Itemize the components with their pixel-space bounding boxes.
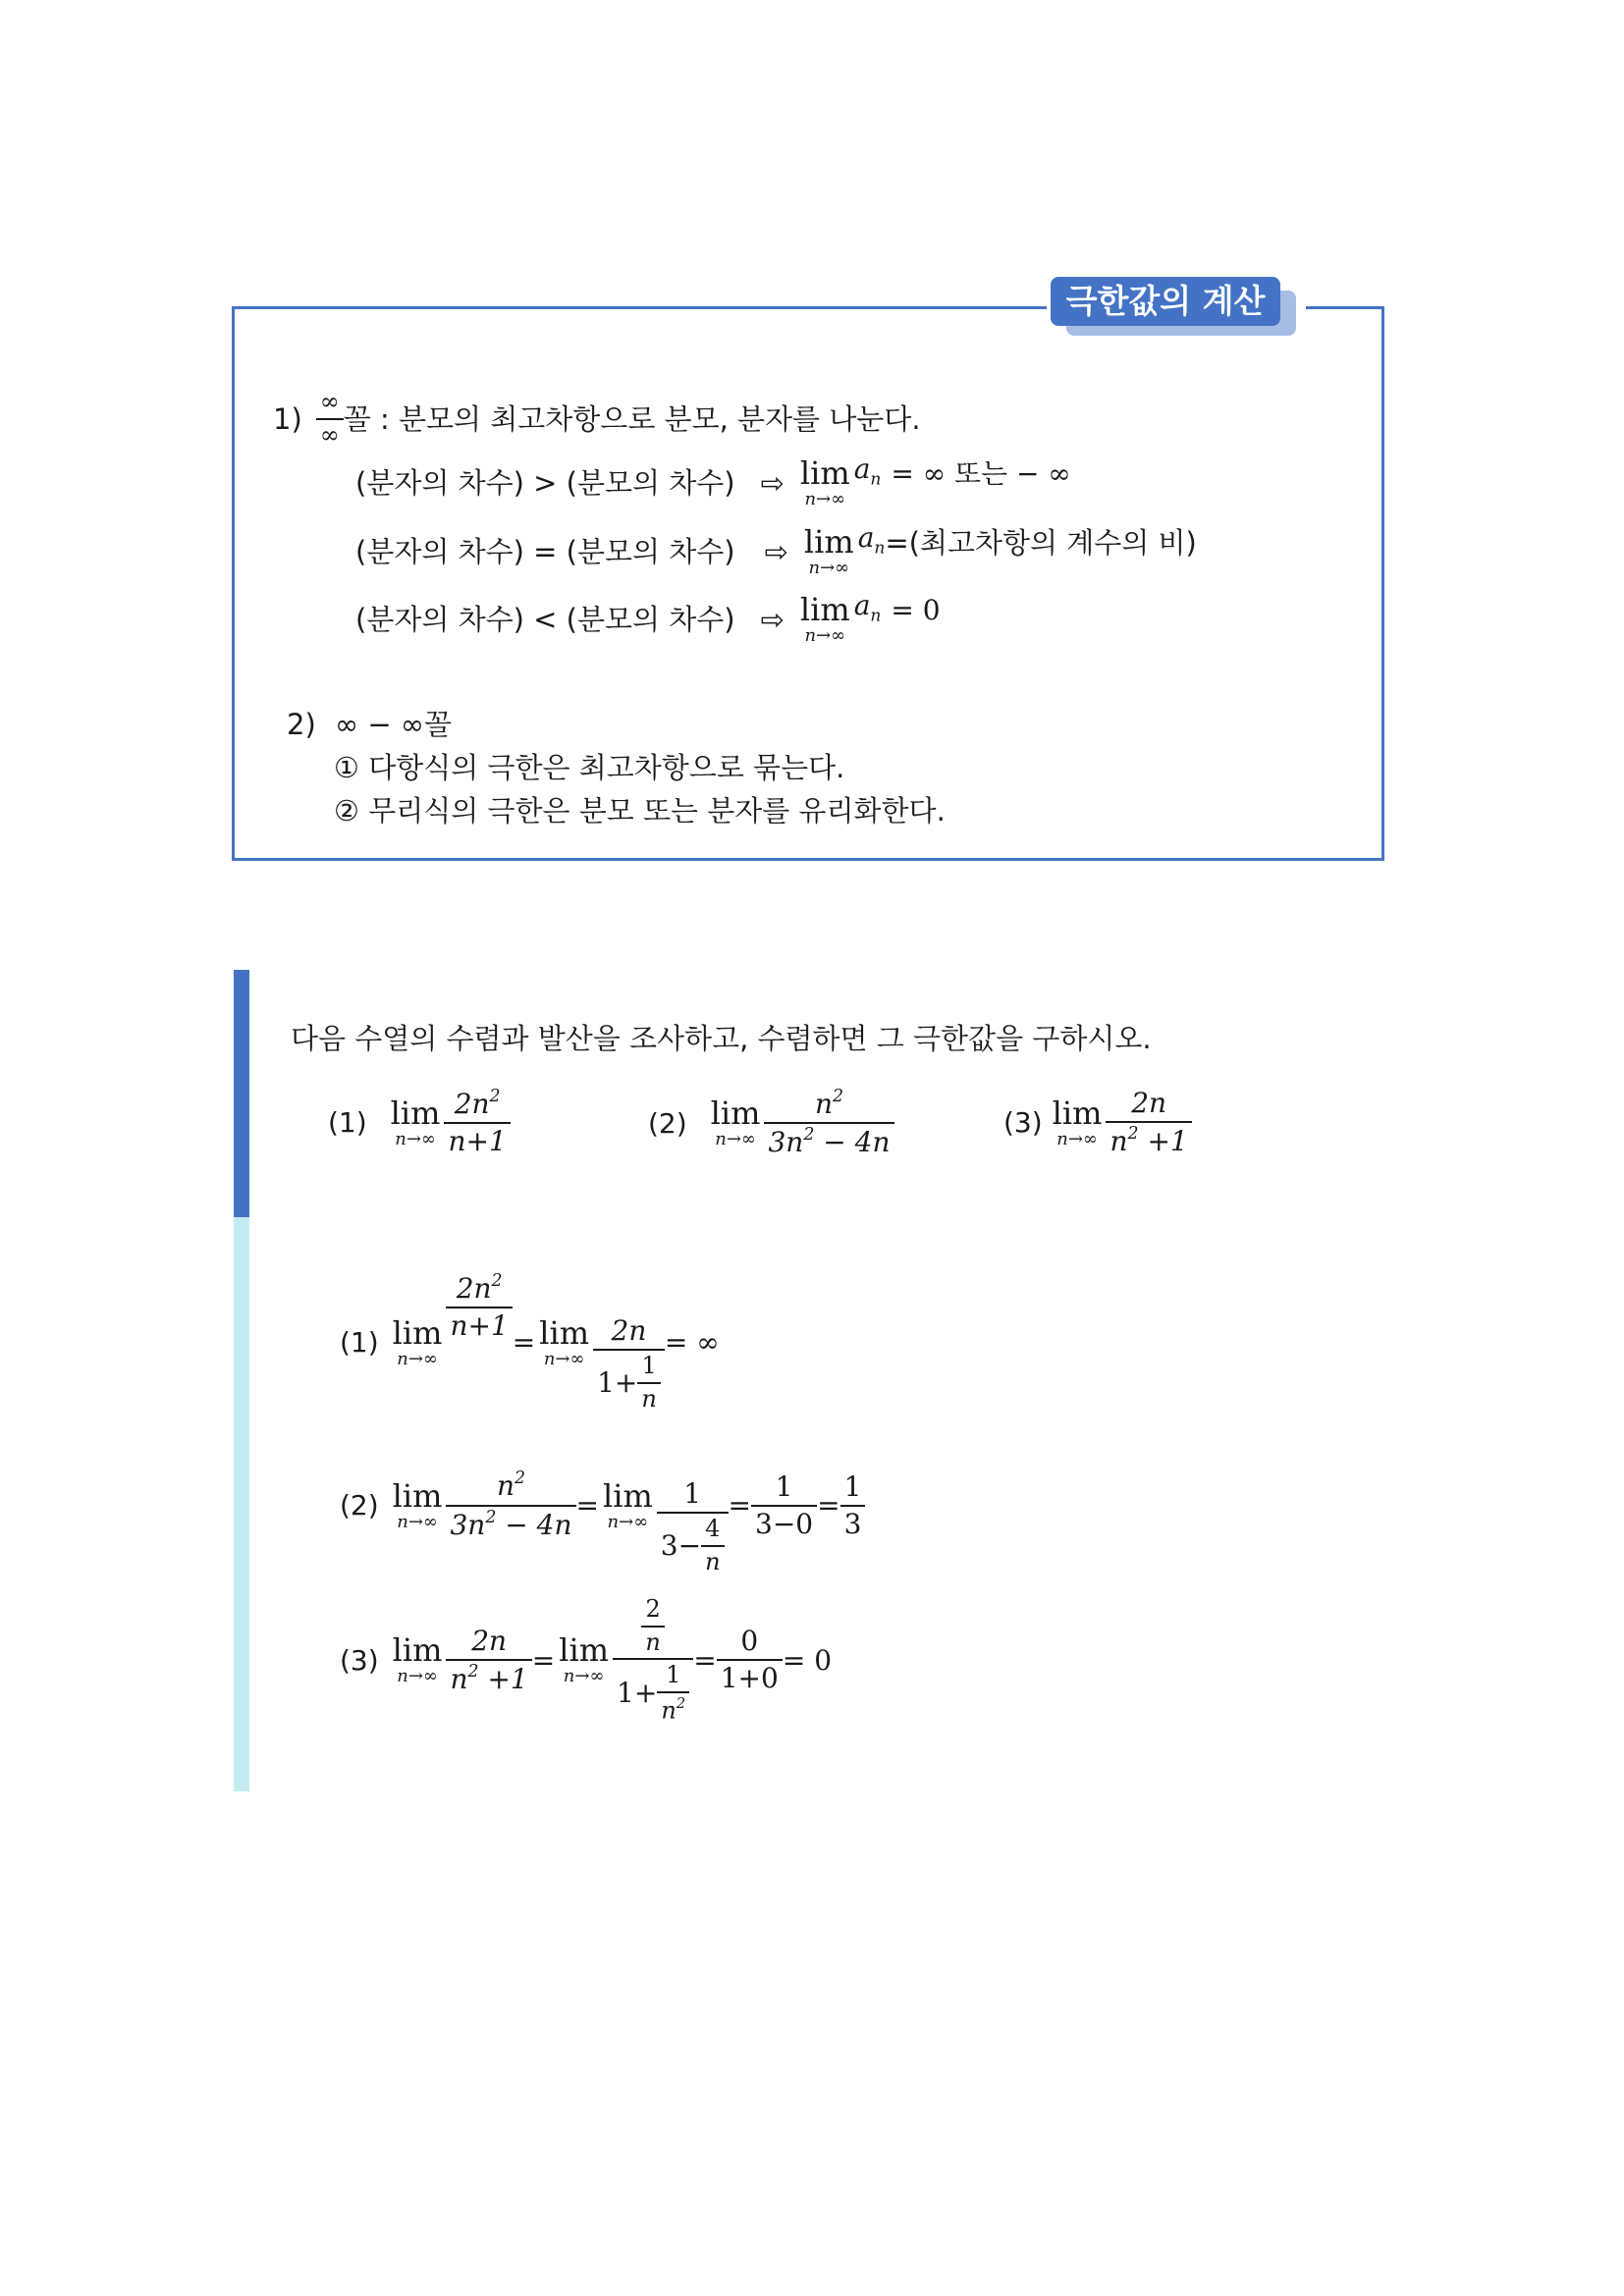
limit-operator: lim n→∞ — [602, 1476, 653, 1532]
arrow-icon: ⇨ — [760, 466, 785, 500]
equals: = — [531, 1643, 556, 1677]
case-left: (분자의 차수) < (분모의 차수) — [355, 603, 735, 636]
problem-item-1 — [328, 1088, 511, 1158]
solution-label: (2) — [340, 1489, 379, 1522]
equals: = — [728, 1489, 751, 1522]
problem-item-2 — [648, 1088, 894, 1159]
arrow-icon: ⇨ — [764, 535, 788, 568]
item2-heading — [287, 705, 452, 744]
case-left: (분자의 차수) > (분모의 차수) — [355, 466, 735, 500]
equals: = — [575, 1489, 599, 1522]
concept-title: 극한값의 계산 — [1051, 277, 1280, 326]
problem-item-3 — [1003, 1088, 1192, 1158]
problem-accent-bar — [234, 970, 249, 1217]
limit-operator: lim n→∞ — [390, 1094, 441, 1149]
equals: = — [693, 1643, 717, 1677]
solution-1 — [340, 1272, 720, 1413]
fraction: $\frac{2n}{n^2 +1}$ — [446, 1626, 531, 1696]
result: = 0 — [782, 1643, 833, 1677]
frac-den: ∞ — [319, 420, 340, 449]
fraction: $\frac{2n^2}{n+1}$ — [444, 1088, 510, 1158]
solution-accent-bar — [234, 1217, 249, 1791]
result: = ∞ — [664, 1326, 720, 1360]
item2-point-1: ① 다항식의 극한은 최고차항으로 묶는다. — [334, 751, 845, 784]
fraction: $\frac{1}{3}$ — [840, 1471, 866, 1540]
solution-2 — [340, 1435, 865, 1575]
item2-text: ∞ − ∞꼴 — [334, 708, 453, 741]
sequence-term: $a_n$ — [853, 588, 882, 626]
case-left: (분자의 차수) = (분모의 차수) — [355, 535, 735, 568]
case-row-2 — [355, 520, 1197, 578]
limit-operator: lim n→∞ — [803, 523, 854, 578]
limit-operator: lim n→∞ — [392, 1476, 443, 1532]
fraction: $\frac{n^2}{3n^2 - 4n}$ — [446, 1469, 575, 1541]
fraction: $\frac{2n}{n^2 +1}$ — [1106, 1088, 1191, 1158]
infinity-fraction — [316, 389, 344, 449]
fraction: $\frac{0}{1+0}$ — [717, 1626, 783, 1694]
limit-operator: lim n→∞ — [799, 454, 850, 509]
case-row-3 — [355, 588, 941, 646]
equals: = — [512, 1326, 536, 1360]
fraction: $\frac{n^2}{3n^2 - 4n}$ — [764, 1088, 893, 1159]
case-result: = 0 — [891, 594, 941, 626]
fraction: $\frac{2n^2}{n+1}$ — [446, 1272, 512, 1343]
limit-operator: lim n→∞ — [392, 1631, 443, 1687]
case-row-1 — [355, 452, 1071, 509]
solution-3 — [340, 1596, 832, 1725]
limit-operator: lim n→∞ — [539, 1313, 590, 1369]
limit-operator: lim n→∞ — [1052, 1094, 1103, 1149]
sequence-term: $a_n$ — [853, 452, 882, 490]
solution-label: (3) — [340, 1643, 379, 1677]
item1-number: 1) — [273, 401, 302, 436]
item1-text: 꼴 : 분모의 최고차항으로 분모, 분자를 나눈다. — [343, 401, 921, 436]
solution-label: (1) — [340, 1326, 379, 1360]
item-label: (3) — [1003, 1106, 1043, 1140]
problem-instruction: 다음 수열의 수렴과 발산을 조사하고, 수렴하면 그 극한값을 구하시오. — [291, 1022, 1152, 1055]
complex-fraction: 1 3− $\frac{4}{n}$ — [657, 1478, 729, 1575]
item2-point-2: ② 무리식의 극한은 분모 또는 분자를 유리화한다. — [334, 794, 946, 828]
case-result: = ∞ 또는 − ∞ — [891, 457, 1071, 490]
complex-fraction: 2n 1+ $\frac{1}{n}$ — [593, 1315, 665, 1413]
sequence-term: $a_n$ — [857, 520, 886, 559]
limit-operator: lim n→∞ — [799, 591, 850, 646]
case-result: =(최고차항의 계수의 비) — [885, 526, 1197, 560]
item-label: (1) — [328, 1106, 367, 1140]
complex-fraction: $\frac{2}{n}$ 1+ $\frac{1}{n^2}$ — [613, 1596, 693, 1725]
equals: = — [817, 1489, 840, 1522]
item-label: (2) — [648, 1106, 687, 1140]
frac-num: ∞ — [319, 388, 340, 415]
limit-operator: lim n→∞ — [392, 1313, 443, 1369]
item2-number: 2) — [287, 708, 316, 741]
frac-bar — [316, 418, 344, 420]
arrow-icon: ⇨ — [760, 603, 785, 636]
fraction: $\frac{1}{3-0}$ — [751, 1471, 817, 1540]
limit-operator: lim n→∞ — [559, 1631, 610, 1687]
item1-heading — [273, 389, 921, 449]
limit-operator: lim n→∞ — [710, 1095, 761, 1150]
